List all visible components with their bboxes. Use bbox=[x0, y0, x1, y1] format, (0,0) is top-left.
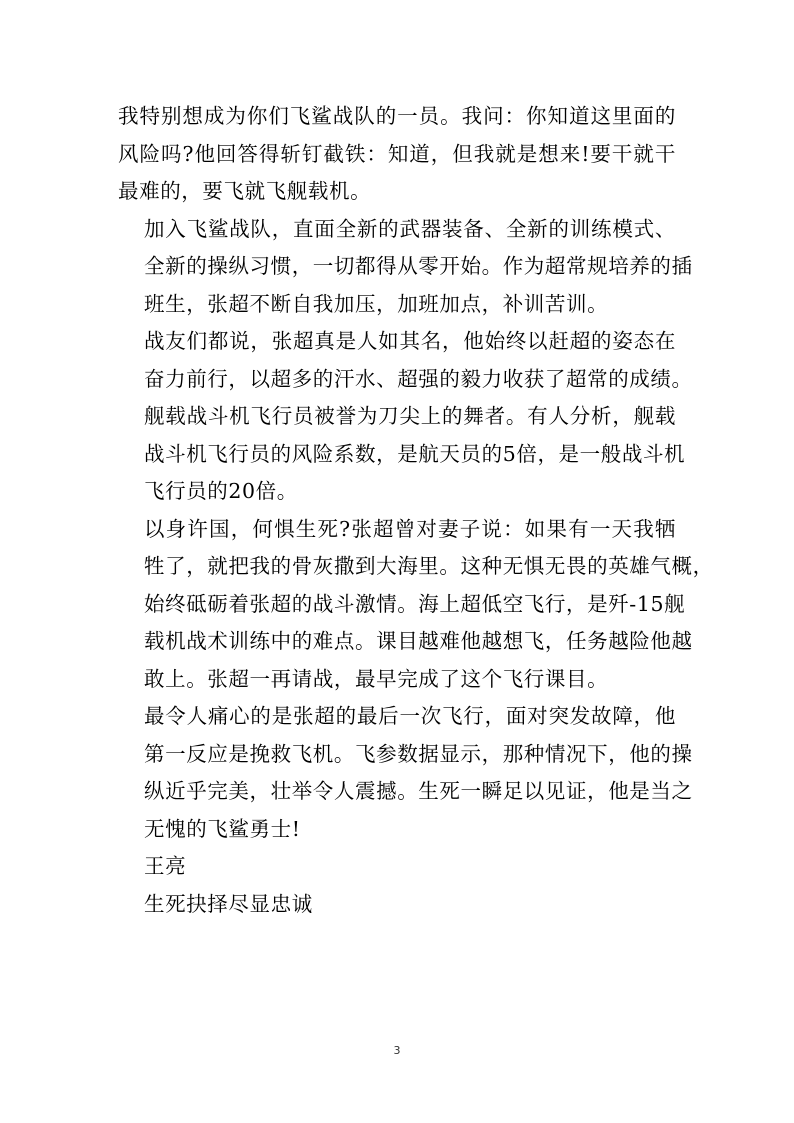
text-line: 我特别想成为你们飞鲨战队的一员。我问：你知道这里面的 bbox=[118, 104, 676, 128]
paragraph bbox=[118, 98, 676, 211]
paragraph bbox=[118, 211, 693, 324]
text-line: 风险吗?他回答得斩钉截铁：知道，但我就是想来!要干就干 bbox=[118, 141, 676, 166]
text-line: 班生，张超不断自我加压，加班加点，补训苦训。 bbox=[144, 291, 609, 316]
text-line: 纵近乎完美，壮举令人震撼。生死一瞬足以见证，他是当之 bbox=[144, 779, 693, 803]
paragraph bbox=[118, 511, 714, 699]
text-line: 全新的操纵习惯，一切都得从零开始。作为超常规培养的插 bbox=[144, 254, 693, 278]
section-heading bbox=[118, 886, 676, 924]
text-line: 最令人痛心的是张超的最后一次飞行，面对突发故障，他 bbox=[144, 704, 676, 728]
text-line: 载机战术训练中的难点。课目越难他越想飞，任务越险他越 bbox=[144, 629, 693, 653]
text-line: 以身许国，何惧生死?张超曾对妻子说：如果有一天我牺 bbox=[144, 516, 676, 541]
text-line: 无愧的飞鲨勇士! bbox=[144, 816, 301, 841]
text-line: 生死抉择尽显忠诚 bbox=[144, 891, 313, 916]
page-number: 3 bbox=[393, 1044, 401, 1057]
text-line: 奋力前行，以超多的汗水、超强的毅力收获了超常的成绩。 bbox=[144, 366, 693, 391]
text-line: 战斗机飞行员的风险系数，是航天员的5倍，是一般战斗机 bbox=[144, 441, 686, 466]
text-line: 飞行员的20倍。 bbox=[144, 479, 298, 503]
text-line: 始终砥砺着张超的战斗激情。海上超低空飞行，是歼-15舰 bbox=[144, 591, 686, 616]
text-line: 舰载战斗机飞行员被誉为刀尖上的舞者。有人分析，舰载 bbox=[144, 404, 676, 428]
body-text bbox=[118, 98, 714, 923]
text-line: 敢上。张超一再请战，最早完成了这个飞行课目。 bbox=[144, 666, 609, 691]
text-line: 王亮 bbox=[144, 854, 187, 878]
paragraph bbox=[118, 323, 693, 398]
text-line: 最难的，要飞就飞舰载机。 bbox=[118, 179, 372, 203]
text-line: 加入飞鲨战队，直面全新的武器装备、全新的训练模式、 bbox=[144, 216, 676, 241]
paragraph bbox=[118, 698, 693, 848]
text-line: 牲了，就把我的骨灰撒到大海里。这种无惧无畏的英雄气概， bbox=[144, 554, 714, 578]
author-name bbox=[118, 848, 676, 886]
text-line: 战友们都说，张超真是人如其名，他始终以赶超的姿态在 bbox=[144, 329, 676, 353]
text-line: 第一反应是挽救飞机。飞参数据显示，那种情况下，他的操 bbox=[144, 741, 693, 766]
paragraph bbox=[118, 398, 686, 511]
